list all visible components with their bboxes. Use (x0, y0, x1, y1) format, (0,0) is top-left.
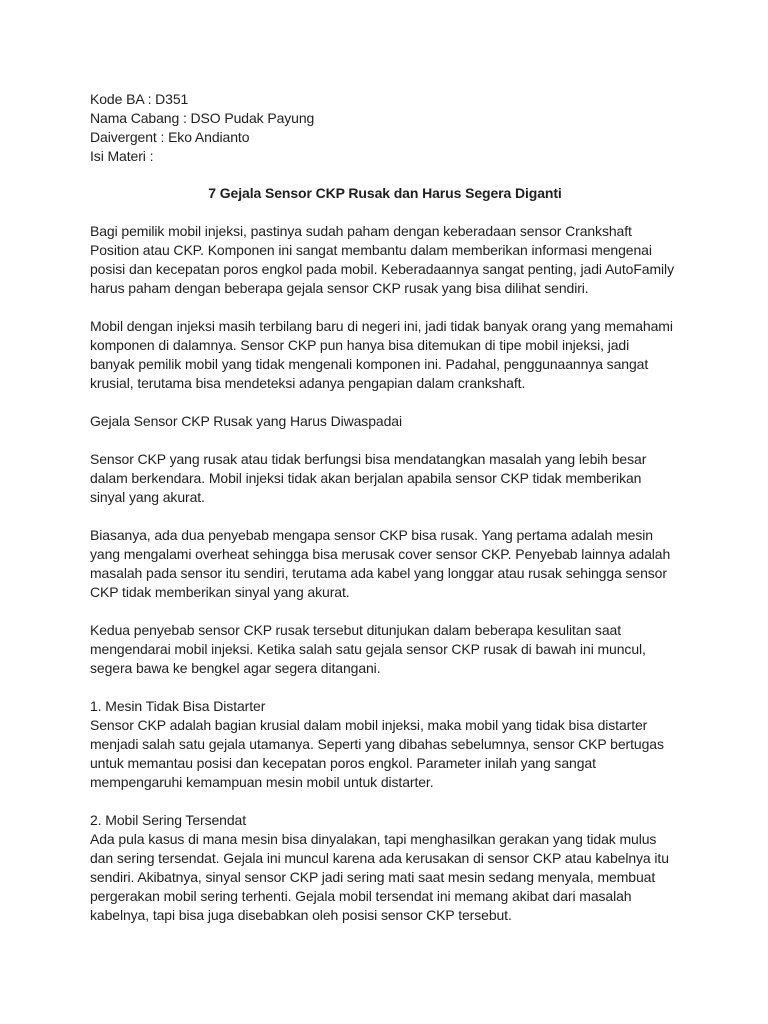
meta-kode-ba: Kode BA : D351 (90, 91, 189, 107)
paragraph-intro (90, 222, 680, 298)
section-line: dan sering tersendat. Gejala ini muncul karena ada kerusakan di sensor CKP atau kabelnya itu (90, 850, 669, 866)
section-line: kabelnya, tapi bisa juga disebabkan oleh posisi sensor CKP tersebut. (90, 907, 512, 923)
paragraph-line: Mobil dengan injeksi masih terbilang baru di negeri ini, jadi tidak banyak orang yang memahami (90, 318, 673, 334)
paragraph-penyebab (90, 526, 680, 602)
paragraph-injeksi (90, 317, 680, 393)
section-2-mobil-sering-tersendat (90, 811, 680, 925)
section-line: pergerakan mobil sering terhenti. Gejala mobil tersendat ini memang akibat dari masalah (90, 888, 632, 904)
paragraph-line: Sensor CKP yang rusak atau tidak berfungsi bisa mendatangkan masalah yang lebih besar (90, 451, 647, 467)
paragraph-line: masalah pada sensor itu sendiri, terutama ada kabel yang longgar atau rusak sehingga sensor (90, 565, 667, 581)
paragraph-line: CKP tidak memberikan sinyal yang akurat. (90, 584, 350, 600)
section-line: Ada pula kasus di mana mesin bisa dinyalakan, tapi menghasilkan gerakan yang tidak mulus (90, 831, 657, 847)
paragraph-line: yang mengalami overheat sehingga bisa merusak cover sensor CKP. Penyebab lainnya adalah (90, 546, 671, 562)
section-line: untuk memantau posisi dan kecepatan poros engkol. Parameter inilah yang sangat (90, 755, 596, 771)
subheading-gejala (90, 412, 680, 431)
paragraph-line: banyak pemilik mobil yang tidak mengenali komponen ini. Padahal, penggunaannya sangat (90, 356, 649, 372)
paragraph-line: dalam berkendara. Mobil injeksi tidak akan berjalan apabila sensor CKP tidak memberikan (90, 470, 642, 486)
paragraph-kesulitan (90, 621, 680, 678)
section-heading: 1. Mesin Tidak Bisa Distarter (90, 698, 266, 714)
section-line: Sensor CKP adalah bagian krusial dalam mobil injeksi, maka mobil yang tidak bisa distarter (90, 717, 648, 733)
paragraph-line: segera bawa ke bengkel agar segera ditangani. (90, 660, 381, 676)
section-heading: 2. Mobil Sering Tersendat (90, 812, 246, 828)
paragraph-line: harus paham dengan beberapa gejala sensor CKP rusak yang bisa dilihat sendiri. (90, 280, 589, 296)
paragraph-line: krusial, terutama bisa mendeteksi adanya pengapian dalam crankshaft. (90, 375, 526, 391)
document-body (90, 90, 680, 944)
paragraph-rusak (90, 450, 680, 507)
meta-block (90, 90, 680, 166)
section-line: mempengaruhi kemampuan mesin mobil untuk distarter. (90, 774, 434, 790)
meta-isi-materi: Isi Materi : (90, 148, 154, 164)
paragraph-line: Biasanya, ada dua penyebab mengapa sensor CKP bisa rusak. Yang pertama adalah mesin (90, 527, 653, 543)
document-title: 7 Gejala Sensor CKP Rusak dan Harus Segera Diganti (208, 185, 562, 201)
paragraph-line: Position atau CKP. Komponen ini sangat membantu dalam memberikan informasi mengenai (90, 242, 652, 258)
paragraph-line: Bagi pemilik mobil injeksi, pastinya sudah paham dengan keberadaan sensor Crankshaft (90, 223, 632, 239)
meta-daivergent: Daivergent : Eko Andianto (90, 129, 250, 145)
paragraph-line: mengendarai mobil injeksi. Ketika salah satu gejala sensor CKP rusak di bawah ini muncul, (90, 641, 646, 657)
section-1-mesin-tidak-bisa-distarter (90, 697, 680, 792)
section-line: sendiri. Akibatnya, sinyal sensor CKP jadi sering mati saat mesin sedang menyala, membuat (90, 869, 656, 885)
meta-nama-cabang: Nama Cabang : DSO Pudak Payung (90, 110, 315, 126)
paragraph-line: posisi dan kecepatan poros engkol pada mobil. Keberadaannya sangat penting, jadi AutoFamily (90, 261, 674, 277)
paragraph-line: sinyal yang akurat. (90, 489, 205, 505)
section-line: menjadi salah satu gejala utamanya. Seperti yang dibahas sebelumnya, sensor CKP bertugas (90, 736, 664, 752)
paragraph-line: komponen di dalamnya. Sensor CKP pun hanya bisa ditemukan di tipe mobil injeksi, jadi (90, 337, 630, 353)
paragraph-line: Kedua penyebab sensor CKP rusak tersebut ditunjukan dalam beberapa kesulitan saat (90, 622, 621, 638)
subheading-text: Gejala Sensor CKP Rusak yang Harus Diwaspadai (90, 413, 402, 429)
